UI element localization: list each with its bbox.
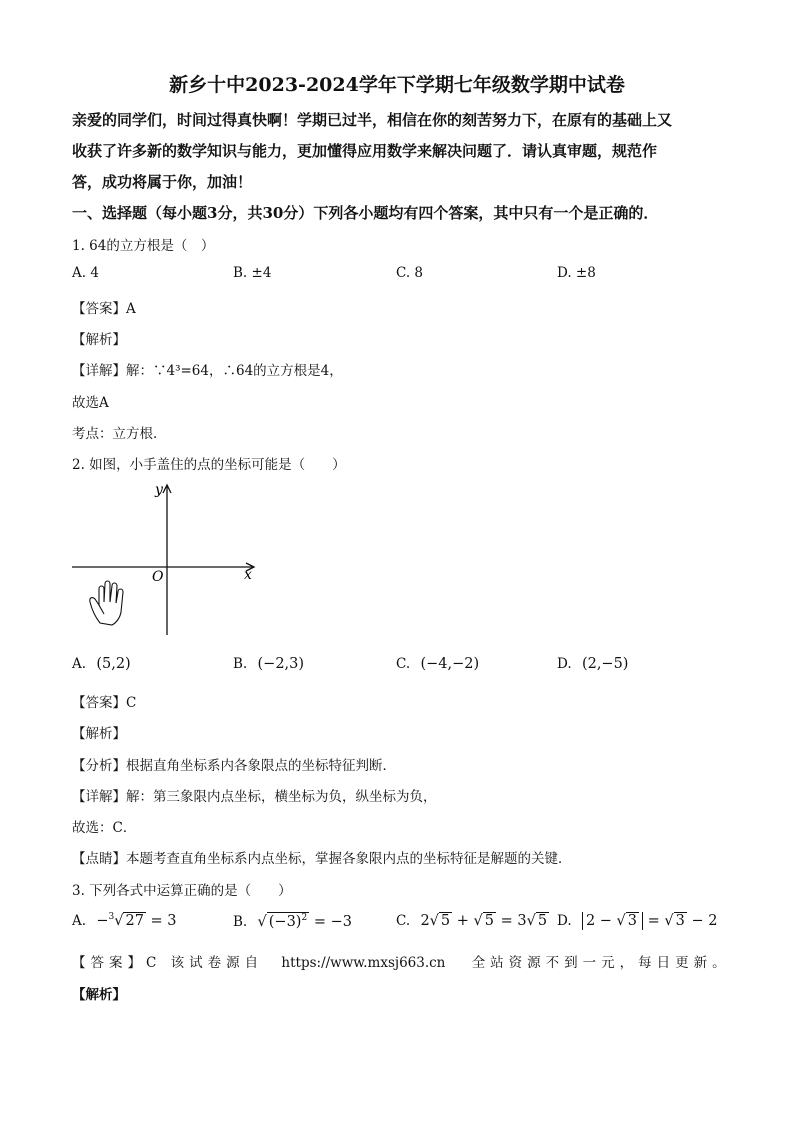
q3-b-exponent: 2 [301,913,308,923]
q3-c-radicand-2: 5 [484,913,495,929]
x-axis-label: x [244,567,252,583]
intro-line-1: 亲爱的同学们，时间过得真快啊！学期已过半，相信在你的刻苦努力下，在原有的基础上又 [72,111,673,129]
q3-answer-line [72,951,731,971]
q2-option-d [557,656,628,672]
q3-option-d-letter: D. [557,913,572,929]
q3-d-radical-1: √ [616,913,626,929]
q2-option-c-value: (−4,−2) [420,656,480,672]
q3-option-a [72,912,177,930]
q3-d-radicand-2: 3 [675,913,685,929]
q2-fenxi: 【分析】根据直角坐标系内各象限点的坐标特征判断． [72,758,396,774]
q3-option-b-letter: B. [233,913,248,930]
q2-option-b [233,656,304,672]
q3-c-radical-3: √ [526,913,536,929]
q3-analysis: 【解析】 [72,987,126,1003]
q3-option-d-expr [582,913,718,929]
q3-stem: 3. 下列各式中运算正确的是（ ） [72,883,292,899]
q3-d-eq: = [647,913,660,929]
q3-option-c-expr [420,913,549,929]
section-heading: 一、选择题（每小题3分，共30分）下列各小题均有四个答案，其中只有一个是正确的． [72,204,659,222]
q2-option-b-value: (−2,3) [257,656,305,672]
q3-c-radical-2: √ [473,913,483,929]
q1-stem: 1. 64的立方根是（ ） [72,238,215,254]
q3-option-a-letter: A. [72,913,87,929]
q3-c-plus: + [456,913,469,929]
q3-c-eq: = 3 [500,913,527,929]
q3-d-radical-2: √ [664,913,674,929]
q3-b-result: = −3 [313,913,352,930]
y-axis-label: y [155,482,163,498]
q3-b-radicand [267,912,309,931]
q3-option-c [396,912,549,930]
hand-icon [90,581,123,625]
q3-a-radicand: 27 [125,913,144,929]
q1-analysis: 【解析】 [72,332,126,348]
intro-line-2: 收获了许多新的数学知识与能力，更加懂得应用数学来解决问题了．请认真审题，规范作 [72,142,658,160]
q1-detail: 【详解】解：∵4³=64，∴64的立方根是4， [72,363,343,379]
q3-c-radicand-1: 5 [440,913,451,929]
origin-label: O [152,569,164,585]
q1-option-d: D. ±8 [557,265,596,281]
q1-knowledge-point: 考点：立方根． [72,426,167,442]
q2-answer: 【答案】C [72,695,137,711]
q2-conclusion: 故选：C． [72,820,137,836]
coordinate-figure [70,478,270,643]
q3-a-result: = 3 [150,913,177,929]
q2-option-a-letter: A. [72,656,87,672]
q2-option-a [72,656,131,672]
q3-a-radical-sign: √ [114,913,124,929]
q2-option-d-value: (2,−5) [581,656,629,672]
q2-option-c-letter: C. [396,656,411,672]
page-title: 新乡十中2023-2024学年下学期七年级数学期中试卷 [169,74,625,96]
q3-d-abs-pre: 2 − [585,913,612,929]
q2-option-d-letter: D. [557,656,572,672]
q3-d-radicand-1: 3 [627,913,638,929]
q3-c-radical-1: √ [429,913,439,929]
q3-b-radical-sign: √ [257,913,267,930]
q2-detail: 【详解】解：第三象限内点坐标，横坐标为负，纵坐标为负， [72,789,437,805]
q1-option-b: B. ±4 [233,265,272,281]
q3-answer: 【答案】C 该试卷源自 [72,955,264,971]
q3-c-coef: 2 [420,913,430,929]
q3-option-c-letter: C. [396,913,411,929]
q3-option-b-expr [258,914,352,930]
q1-answer: 【答案】A [72,301,136,317]
q3-d-absolute-value [582,912,643,930]
q3-option-a-expr [96,913,176,929]
q3-b-base: (−3) [268,913,302,930]
q3-option-d [557,912,717,930]
intro-line-3: 答，成功将属于你，加油！ [72,173,253,191]
q2-analysis: 【解析】 [72,726,126,742]
q1-option-a: A. 4 [72,265,99,281]
q3-d-post: − 2 [691,913,718,929]
q2-dianjing: 【点睛】本题考查直角坐标系内点坐标，掌握各象限内点的坐标特征是解题的关键． [72,851,572,867]
site-promo: 全站资源不到一元，每日更新。 [471,955,731,971]
q2-option-b-letter: B. [233,656,248,672]
q2-option-a-value: (5,2) [96,656,131,672]
q3-c-radicand-3: 5 [537,913,548,929]
q2-option-c [396,656,479,672]
q2-stem: 2. 如图，小手盖住的点的坐标可能是（ ） [72,457,346,473]
q1-conclusion: 故选A [72,395,109,411]
q3-a-root-index: 3 [108,912,115,923]
source-url[interactable]: https://www.mxsj663.cn [281,955,446,971]
q3-a-minus: − [96,913,109,929]
q1-option-c: C. 8 [396,265,424,281]
q3-option-b [233,912,352,931]
